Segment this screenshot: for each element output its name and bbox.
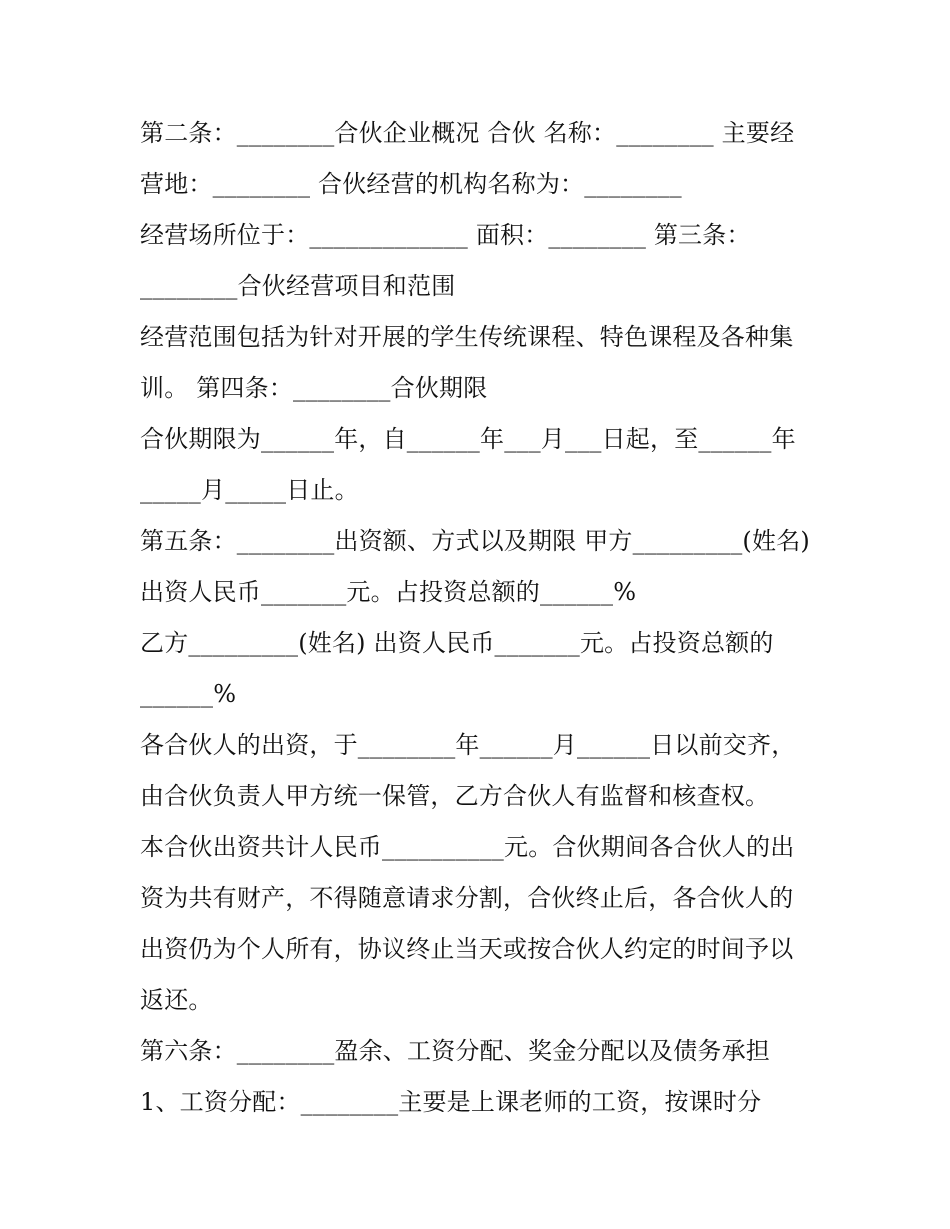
text-line-18: 返还。: [140, 986, 213, 1014]
text-line-4: ________合伙经营项目和范围: [140, 272, 456, 300]
text-line-14: 由合伙负责人甲方统一保管，乙方合伙人有监督和核查权。: [140, 782, 770, 810]
text-line-19: 第六条：________盈余、工资分配、奖金分配以及债务承担: [140, 1037, 770, 1065]
text-line-3: 经营场所位于：_____________ 面积：________ 第三条：: [140, 221, 751, 249]
text-line-6: 训。 第四条：________合伙期限: [140, 374, 488, 402]
text-line-8: _____月_____日止。: [140, 476, 359, 504]
text-line-17: 出资仍为个人所有，协议终止当天或按合伙人约定的时间予以: [140, 935, 794, 963]
contract-text: [140, 108, 820, 1128]
text-line-7: 合伙期限为______年，自______年___月___日起，至______年: [140, 425, 796, 453]
text-line-12: ______%: [140, 680, 237, 708]
text-line-13: 各合伙人的出资，于________年______月______日以前交齐，: [140, 731, 796, 759]
text-line-2: 营地：________ 合伙经营的机构名称为：________: [140, 170, 682, 198]
text-line-1: 第二条：________合伙企业概况 合伙 名称：________ 主要经: [140, 119, 795, 147]
text-line-5: 经营范围包括为针对开展的学生传统课程、特色课程及各种集: [140, 323, 794, 351]
text-line-20: 1、工资分配：________主要是上课老师的工资，按课时分: [140, 1088, 762, 1116]
text-line-15: 本合伙出资共计人民币__________元。合伙期间各合伙人的出: [140, 833, 795, 861]
text-line-9: 第五条：________出资额、方式以及期限 甲方_________(姓名): [140, 527, 810, 555]
text-line-11: 乙方_________(姓名) 出资人民币_______元。占投资总额的: [140, 629, 774, 657]
text-line-16: 资为共有财产，不得随意请求分割，合伙终止后，各合伙人的: [140, 884, 794, 912]
text-line-10: 出资人民币_______元。占投资总额的______%: [140, 578, 637, 606]
